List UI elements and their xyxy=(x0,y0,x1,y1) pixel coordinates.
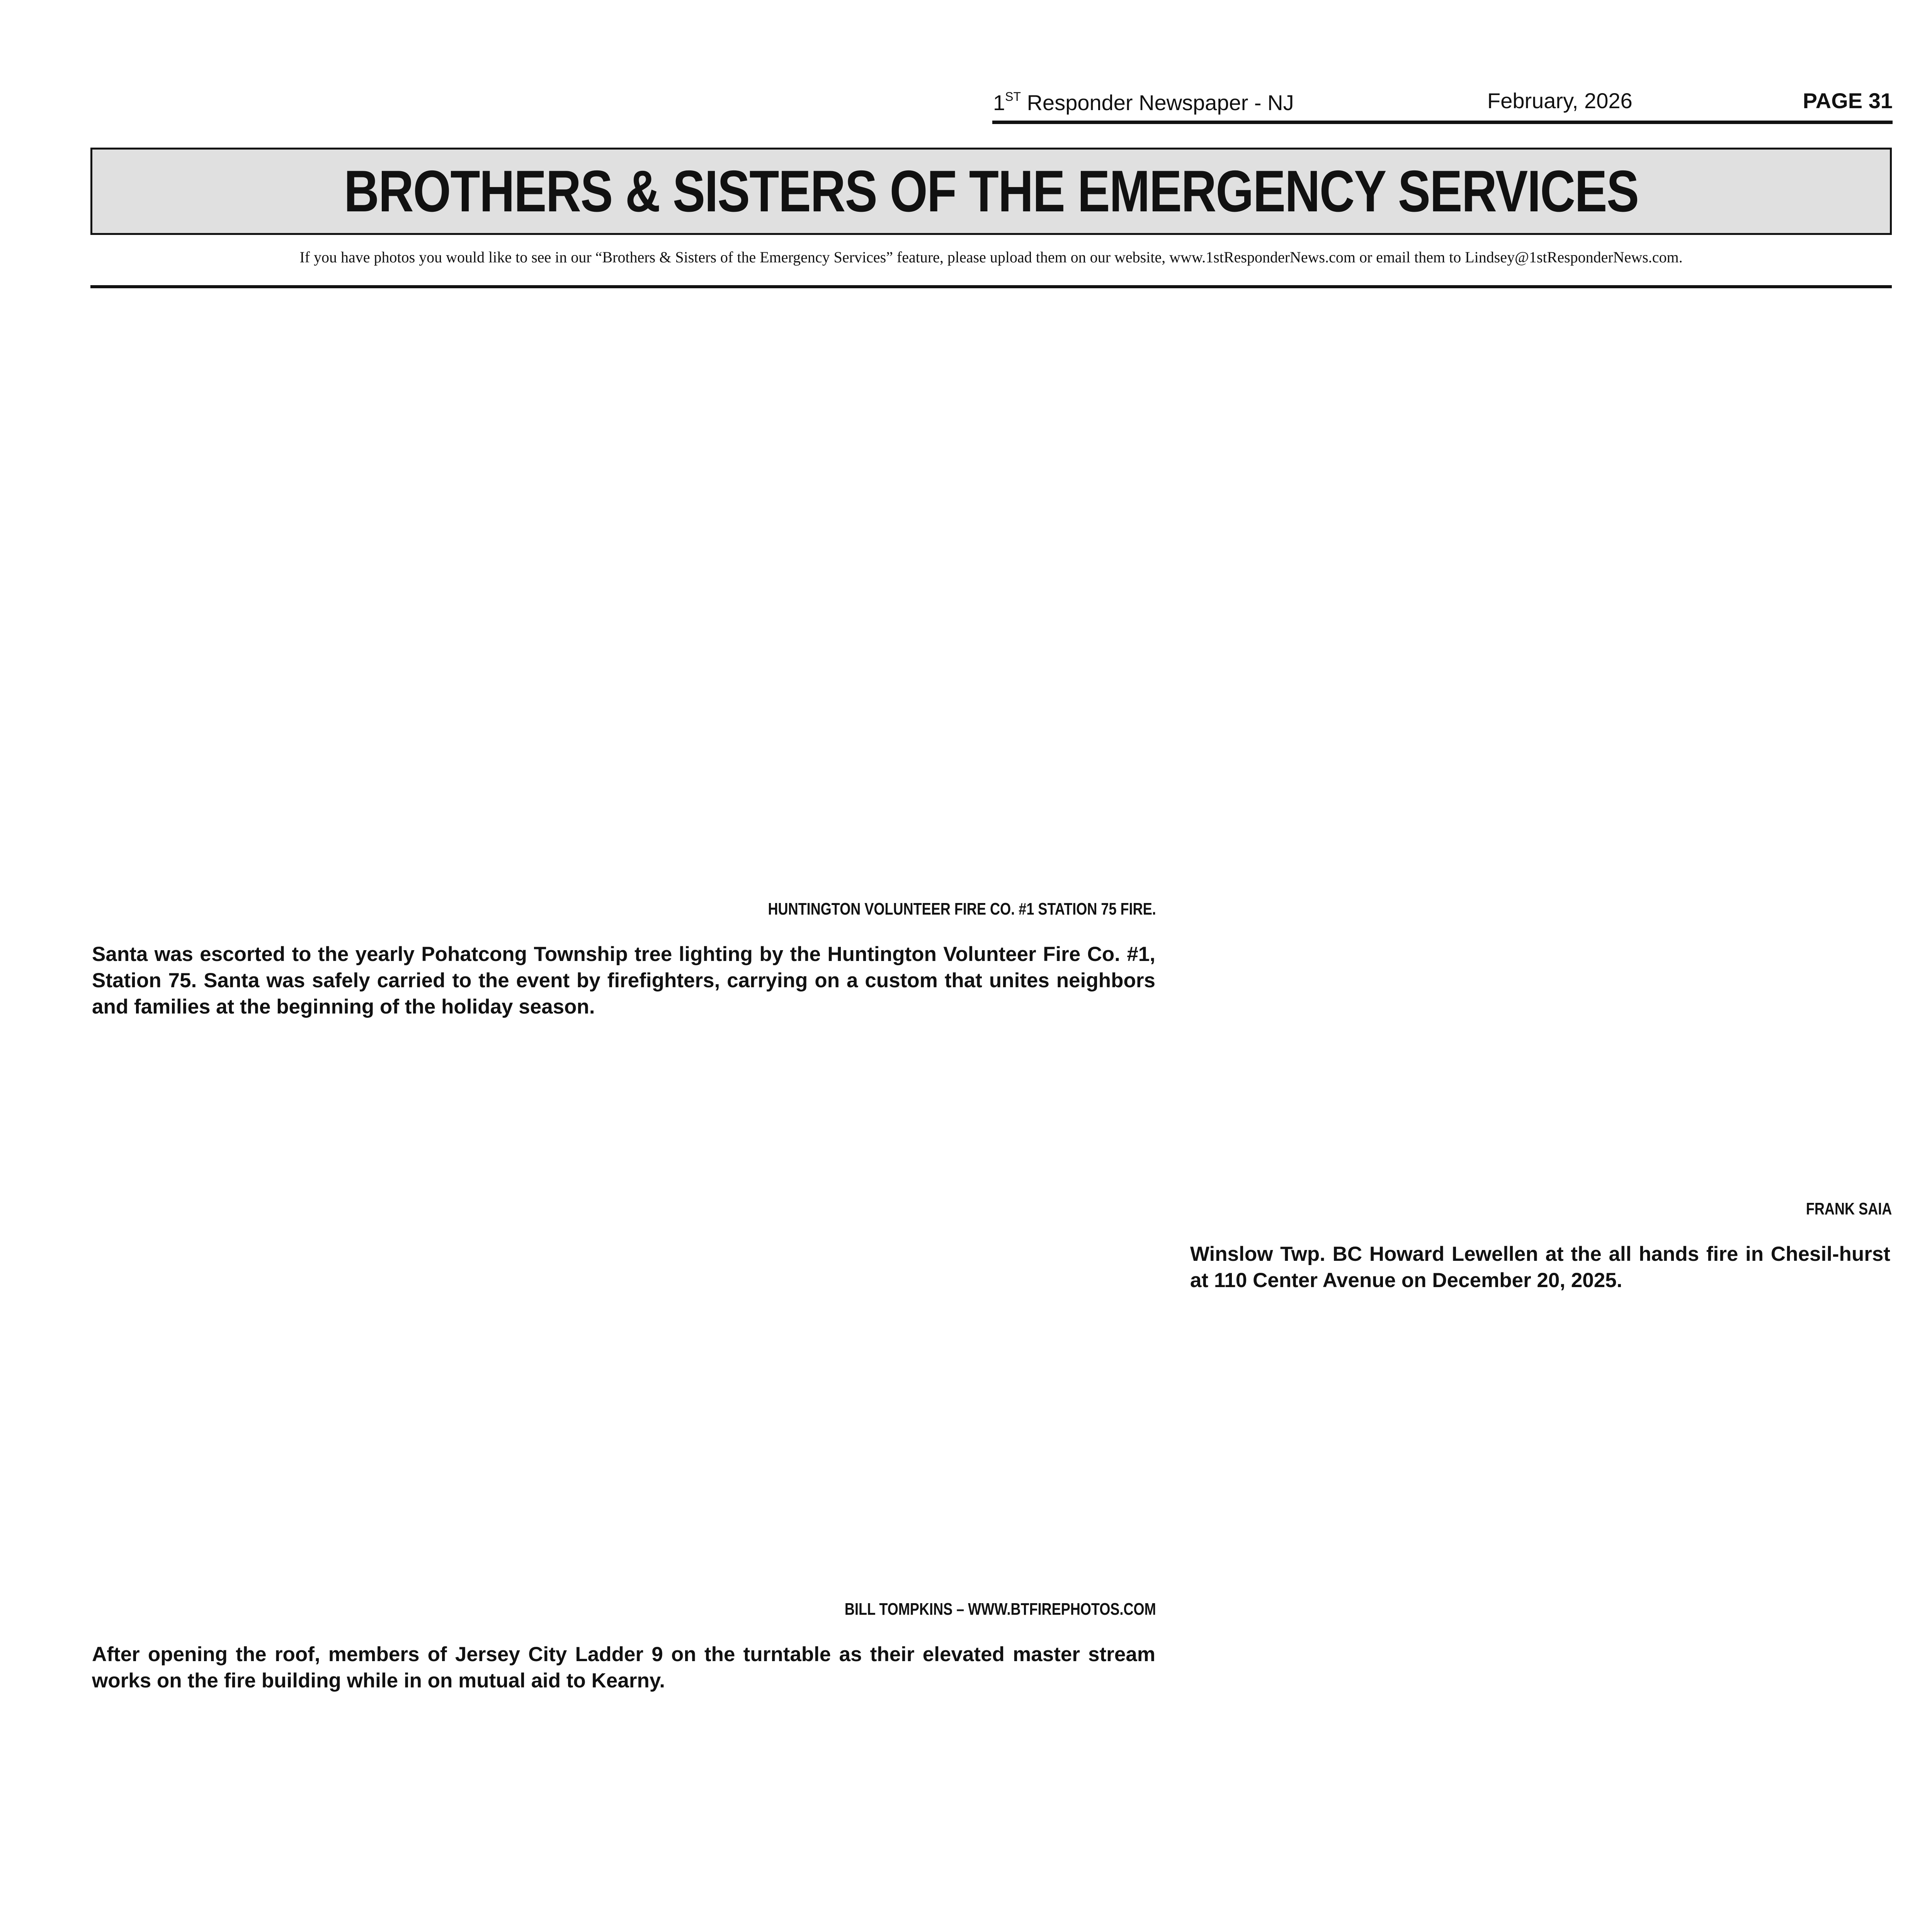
photo-3 xyxy=(90,1051,1154,1592)
photo-2 xyxy=(1190,301,1892,1190)
section-divider xyxy=(90,285,1892,288)
photo-caption-1: Santa was escorted to the yearly Pohatcong Township tree lighting by the Huntington Volunteer Fire Co. #1, Station 75. Santa was safely carried to the event by firefighters, carrying on a custom that unites neighbors and families at the beginning of the holiday season. xyxy=(92,943,1155,1018)
issue-date: February, 2026 xyxy=(1487,88,1633,113)
photo-1 xyxy=(90,301,1154,893)
section-title: BROTHERS & SISTERS OF THE EMERGENCY SERVICES xyxy=(344,158,1639,224)
photo-credit-3: BILL TOMPKINS – WWW.BTFIREPHOTOS.COM xyxy=(845,1600,1156,1619)
photo-credit-1: HUNTINGTON VOLUNTEER FIRE CO. #1 STATION 75 FIRE. xyxy=(768,900,1156,918)
photo-5 xyxy=(1190,1314,1892,1932)
photo-credit-2: FRANK SAIA xyxy=(1806,1199,1892,1218)
photo-4 xyxy=(90,1716,1154,1932)
paper-name: 1ST Responder Newspaper - NJ xyxy=(993,90,1294,115)
page-number: PAGE 31 xyxy=(1803,88,1893,113)
photo-caption-2: Winslow Twp. BC Howard Lewellen at the all hands fire in Chesil-hurst at 110 Center Avenue on December 20, 2025. xyxy=(1190,1243,1890,1292)
section-intro: If you have photos you would like to see in our “Brothers & Sisters of the Emergency Services” feature, please upload them on our website, www.1stResponderNews.com or email them to Lindsey@1stResponderNews.com. xyxy=(299,248,1683,266)
section-banner xyxy=(90,148,1892,235)
running-header xyxy=(992,88,1893,124)
photo-caption-3: After opening the roof, members of Jersey City Ladder 9 on the turntable as their elevated master stream works on the fire building while in on mutual aid to Kearny. xyxy=(92,1643,1155,1692)
